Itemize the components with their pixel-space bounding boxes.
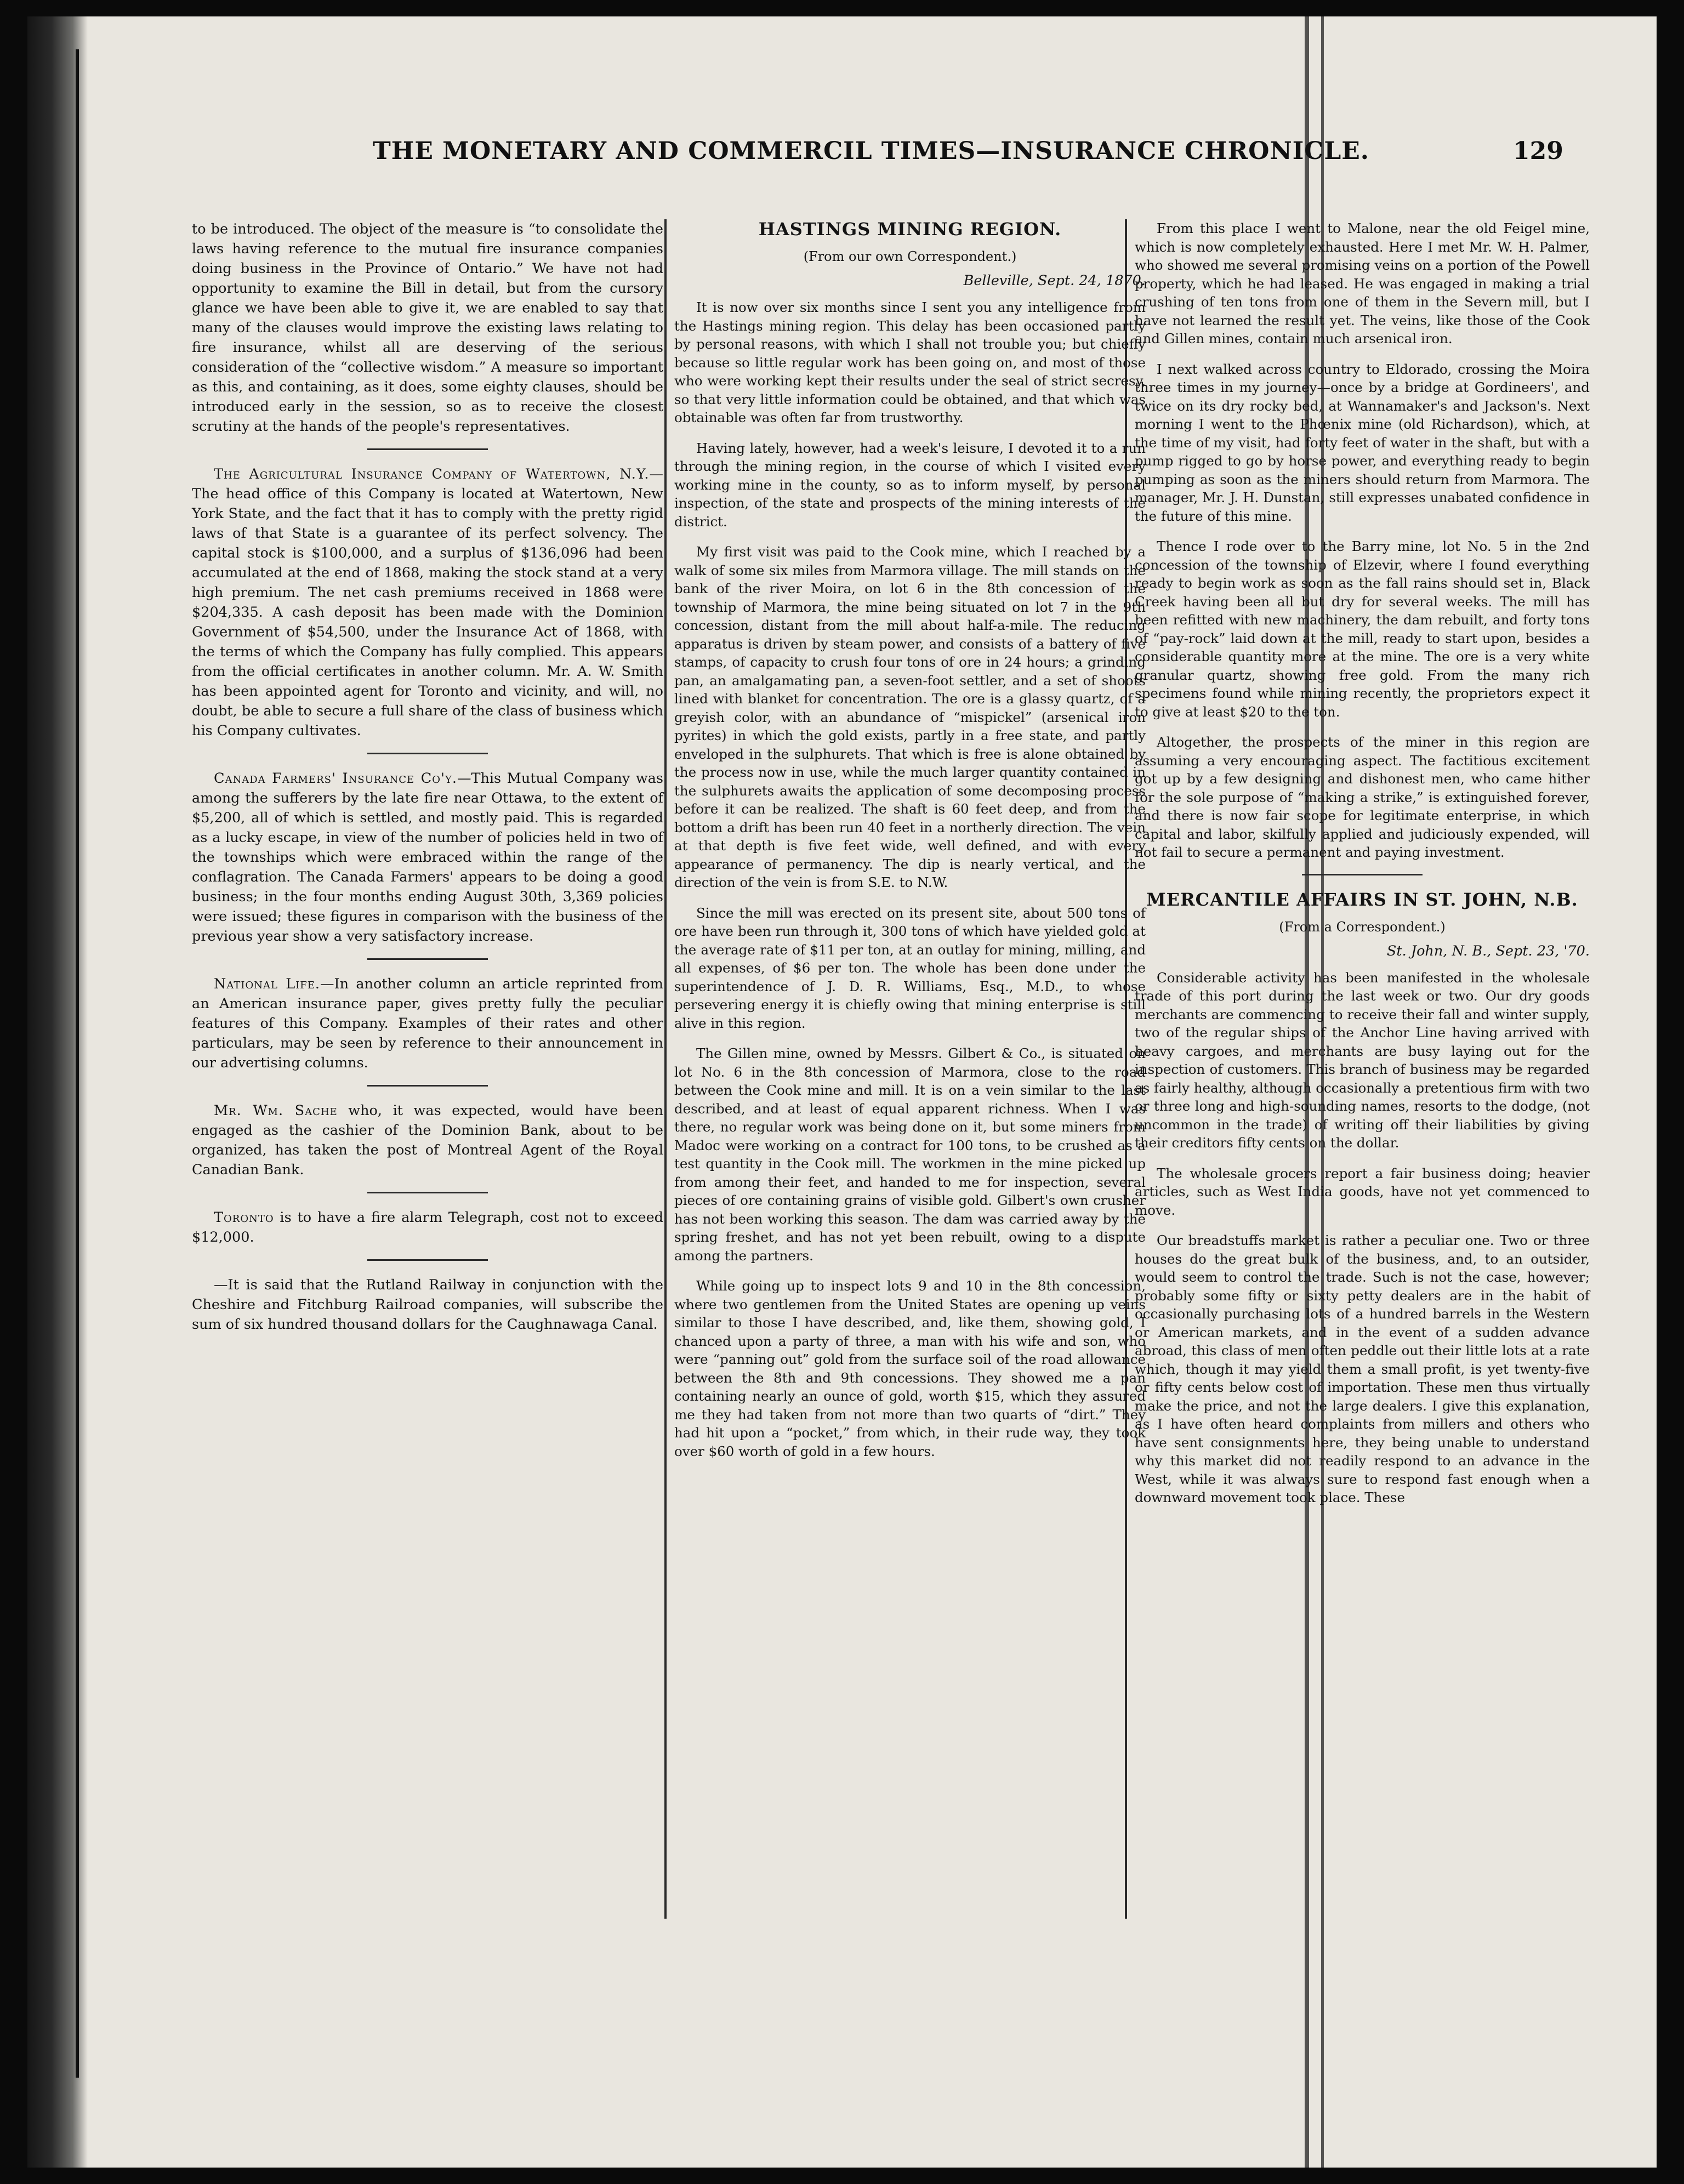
separator-rule: [367, 1259, 488, 1261]
article-heading: HASTINGS MINING REGION.: [758, 219, 1062, 240]
article-paragraph: Having lately, however, had a week's leisure, I devoted it to a run through the mining region, in the course of which I visited every working mine in the county, so as to inform myself, by personal inspection, of the state and prospects of the mining interests of the district.: [674, 440, 1146, 530]
article-paragraph: The Gillen mine, owned by Messrs. Gilbert & Co., is situated on lot No. 6 in the 8th concession of Marmora, close to the road between the Cook mine and mill. It is on a vein similar to the last described, and at least of equal apparent richness. When I was there, no regular work was being done on it, but some miners from Madoc were working on a contract for 100 tons, to be crushed as a test quantity in the Cook mill. The workmen in the mine picked up from among their feet, and handed to me for inspection, several pieces of ore containing grains of visible gold. Gilbert's own crusher has not been working this season. The dam was carried away by the spring freshet, and has not yet been rebuilt, owing to a dispute among the partners.: [674, 1045, 1146, 1264]
article-paragraph: The wholesale grocers report a fair business doing; heavier articles, such as West India goods, have not yet commenced to move.: [1135, 1165, 1590, 1218]
article-paragraph: Considerable activity has been manifested in the wholesale trade of this port during the last week or two. Our dry goods merchants are commencing to receive their fall and winter supply, two of the regular ships of the Anchor Line having arrived with heavy cargoes, and merchants are busy laying out for the inspection of customers. This branch of business may be regarded as fairly healthy, although occasionally a pretentious firm with two or three long and high-sounding names, resorts to the dodge, (not uncommon in the trade) of writing off their liabilities by giving their creditors fifty cents on the dollar.: [1135, 969, 1590, 1151]
article-dateline: Belleville, Sept. 24, 1870.: [963, 272, 1146, 289]
article-paragraph: to be introduced. The object of the measure is “to consolidate the laws having reference to the mutual fire insurance companies doing business in the Province of Ontario.” We have not had opportunity to examine the Bill in detail, but from the cursory glance we have been able to give it, we are enabled to say that many of the clauses would improve the existing laws relating to fire insurance, whilst all are deserving of the serious consideration of the “collective wisdom.” A measure so important as this, and containing, as it does, some eighty clauses, should be introduced early in the session, so as to receive the closest scrutiny at the hands of the people's representatives.: [192, 221, 663, 435]
separator-rule: [367, 753, 488, 754]
article-paragraph: My first visit was paid to the Cook mine, which I reached by a walk of some six miles from Marmora village. The mill stands on the bank of the river Moira, on lot 6 in the 8th concession of the township of Marmora, the mine being situated on lot 7 in the 9th concession, distant from the mill about half-a-mile. The reducing apparatus is driven by steam power, and consists of a battery of five stamps, of capacity to crush four tons of ore in 24 hours; a grinding pan, an amalgamating pan, a seven-foot settler, and a set of shoots lined with blanket for concentration. The ore is a glassy quartz, of a greyish color, with an abundance of “mispickel” (arsenical iron pyrites) in which the gold exists, partly in a free state, and partly enveloped in the sulphurets. That which is free is alone obtained by the process now in use, while the much larger quantity contained in the sulphurets awaits the application of some decomposing process before it can be realized. The shaft is 60 feet deep, and from the bottom a drift has been run 40 feet in a northerly direction. The vein at that depth is five feet wide, well defined, and with every appearance of permanency. The dip is nearly vertical, and the direction of the vein is from S.E. to N.W.: [674, 544, 1146, 890]
article-body: —This Mutual Company was among the sufferers by the late fire near Ottawa, to the extent of $5,200, all of which is settled, and mostly paid. This is regarded as a lucky escape, in view of the number of policies held in two of the townships which were embraced within the range of the conflagration. The Canada Farmers' appears to be doing a good business; in the four months ending August 30th, 3,369 policies were issued; these figures in comparison with the business of the previous year show a very satisfactory increase.: [192, 770, 663, 945]
article-paragraph: While going up to inspect lots 9 and 10 in the 8th concession, where two gentlemen from the United States are opening up veins similar to those I have described, and, like them, showing gold, I chanced upon a party of three, a man with his wife and son, who were “panning out” gold from the surface soil of the road allowance between the 8th and 9th concessions. They showed me a pan containing nearly an ounce of gold, worth $15, which they assured me they had taken from not more than two quarts of “dirt.” They had hit upon a “pocket,” from which, in their rude way, they took over $60 worth of gold in a few hours.: [674, 1278, 1146, 1459]
article-paragraph: [192, 974, 663, 1073]
column-3: [1135, 219, 1590, 1519]
article-lead: Mr. Wm. Sache: [214, 1102, 338, 1119]
article-heading: MERCANTILE AFFAIRS IN ST. JOHN, N.B.: [1146, 889, 1578, 910]
separator-rule: [367, 448, 488, 450]
article-paragraph: From this place I went to Malone, near the old Feigel mine, which is now completely exhausted. Here I met Mr. W. H. Palmer, who showed me several promising veins on a portion of the Powell property, which he had leased. He was engaged in making a trial crushing of ten tons from one of them in the Severn mill, but I have not learned the result yet. The veins, like those of the Cook and Gillen mines, contain much arsenical iron.: [1135, 220, 1590, 346]
article-paragraph: Since the mill was erected on its present site, about 500 tons of ore have been run through it, 300 tons of which have yielded gold at the average rate of $11 per ton, at an outlay for mining, milling, and all expenses, of $6 per ton. The whole has been done under the superintendence of J. D. R. Williams, Esq., M.D., to whose persevering energy it is chiefly owing that mining enterprise is still alive in this region.: [674, 905, 1146, 1031]
article-dateline: St. John, N. B., Sept. 23, '70.: [1386, 942, 1590, 959]
article-lead: Canada Farmers' Insurance Co'y.: [214, 770, 457, 787]
column-rule: [664, 219, 667, 1919]
column-2: [674, 219, 1146, 1472]
separator-rule: [367, 1085, 488, 1087]
separator-rule: [367, 1192, 488, 1193]
article-paragraph: [192, 1101, 663, 1180]
newspaper-page: [27, 16, 1657, 2168]
article-byline: (From our own Correspondent.): [803, 249, 1017, 264]
article-paragraph: It is now over six months since I sent you any intelligence from the Hastings mining region. This delay has been occasioned partly by personal reasons, with which I shall not trouble you; but chiefly because so little regular work has been going on, and most of those who were working kept their results under the seal of strict secresy, so that very little information could be obtained, and that which was obtainable was often far from trustworthy.: [674, 299, 1146, 425]
article-lead: The Agricultural Insurance Company of Watertown, N.Y.: [214, 466, 650, 482]
separator-rule: [367, 958, 488, 960]
article-paragraph: Thence I rode over to the Barry mine, lot No. 5 in the 2nd concession of the township of Elzevir, where I found everything ready to begin work as soon as the fall rains should set in, Black Creek having been all but dry for several weeks. The mill has been refitted with new machinery, the dam rebuilt, and forty tons of “pay-rock” laid down at the mill, ready to start upon, besides a considerable quantity more at the mine. The ore is a very white granular quartz, showing free gold. From the many rich specimens found while mining recently, the proprietors expect it to give at least $20 to the ton.: [1135, 538, 1590, 720]
column-1: [192, 219, 663, 1346]
article-body: —The head office of this Company is located at Watertown, New York State, and the fact that it has to comply with the pretty rigid laws of that State is a guarantee of its perfect solvency. The capital stock is $100,000, and a surplus of $136,096 had been accumulated at the end of 1868, making the stock stand at a very high premium. The net cash premiums received in 1868 were $204,335. A cash deposit has been made with the Dominion Government of $54,500, under the Insurance Act of 1868, with the terms of which the Company has fully complied. This appears from the official certificates in another column. Mr. A. W. Smith has been appointed agent for Toronto and vicinity, and will, no doubt, be able to secure a full share of the class of business which his Company cultivates.: [192, 466, 663, 739]
article-paragraph: [192, 769, 663, 946]
article-paragraph: Our breadstuffs market is rather a peculiar one. Two or three houses do the great bulk of the business, and, to an outsider, would seem to control the trade. Such is not the case, however; probably some fifty or sixty petty dealers are in the habit of occasionally purchasing lots of a hundred barrels in the Western or American markets, and in the event of a sudden advance abroad, this class of men often peddle out their little lots at a rate which, though it may yield them a small profit, is yet twenty-five or fifty cents below cost of importation. These men thus virtually make the price, and not the large dealers. I give this explanation, as I have often heard complaints from millers and others who have sent consignments here, they being unable to understand why this market did not readily respond to an advance in the West, while it was always sure to respond fast enough when a downward movement took place. These: [1135, 1232, 1590, 1505]
article-body: is to have a fire alarm Telegraph, cost not to exceed $12,000.: [192, 1209, 663, 1245]
article-paragraph: Altogether, the prospects of the miner in this region are assuming a very encouraging aspect. The factitious excitement got up by a few designing and dishonest men, who came hither for the sole purpose of “making a strike,” is extinguished forever, and there is now fair scope for legitimate enterprise, in which capital and labor, skilfully applied and judiciously expended, will not fail to secure a permanent and paying investment.: [1135, 734, 1590, 860]
article-lead: National Life.: [214, 976, 321, 992]
page-number: 129: [1513, 137, 1563, 165]
running-title: THE MONETARY AND COMMERCIL TIMES—INSURANCE CHRONICLE.: [373, 137, 1370, 165]
gutter-rule: [76, 49, 79, 2078]
article-lead: Toronto: [214, 1209, 274, 1226]
article-byline: (From a Correspondent.): [1279, 919, 1446, 935]
article-paragraph: [192, 1208, 663, 1247]
article-body: who, it was expected, would have been engaged as the cashier of the Dominion Bank, about to be organized, has taken the post of Montreal Agent of the Royal Canadian Bank.: [192, 1102, 663, 1178]
article-paragraph: I next walked across country to Eldorado, crossing the Moira three times in my journey—once by a bridge at Gordineers', and twice on its dry rocky bed, at Wannamaker's and Jackson's. Next morning I went to the Phœnix mine (old Richardson), which, at the time of my visit, had forty feet of water in the shaft, but with a pump rigged to go by horse power, and everything ready to begin pumping as soon as the miners should return from Marmora. The manager, Mr. J. H. Dunstan, still expresses unabated confidence in the future of this mine.: [1135, 361, 1590, 524]
separator-rule: [1302, 874, 1423, 875]
article-body: —In another column an article reprinted from an American insurance paper, gives pretty fully the peculiar features of this Company. Examples of their rates and other particulars, may be seen by reference to their announcement in our advertising columns.: [192, 976, 663, 1071]
article-paragraph: [192, 464, 663, 741]
article-paragraph: —It is said that the Rutland Railway in conjunction with the Cheshire and Fitchburg Railroad companies, will subscribe the sum of six hundred thousand dollars for the Caughnawaga Canal.: [192, 1277, 663, 1333]
